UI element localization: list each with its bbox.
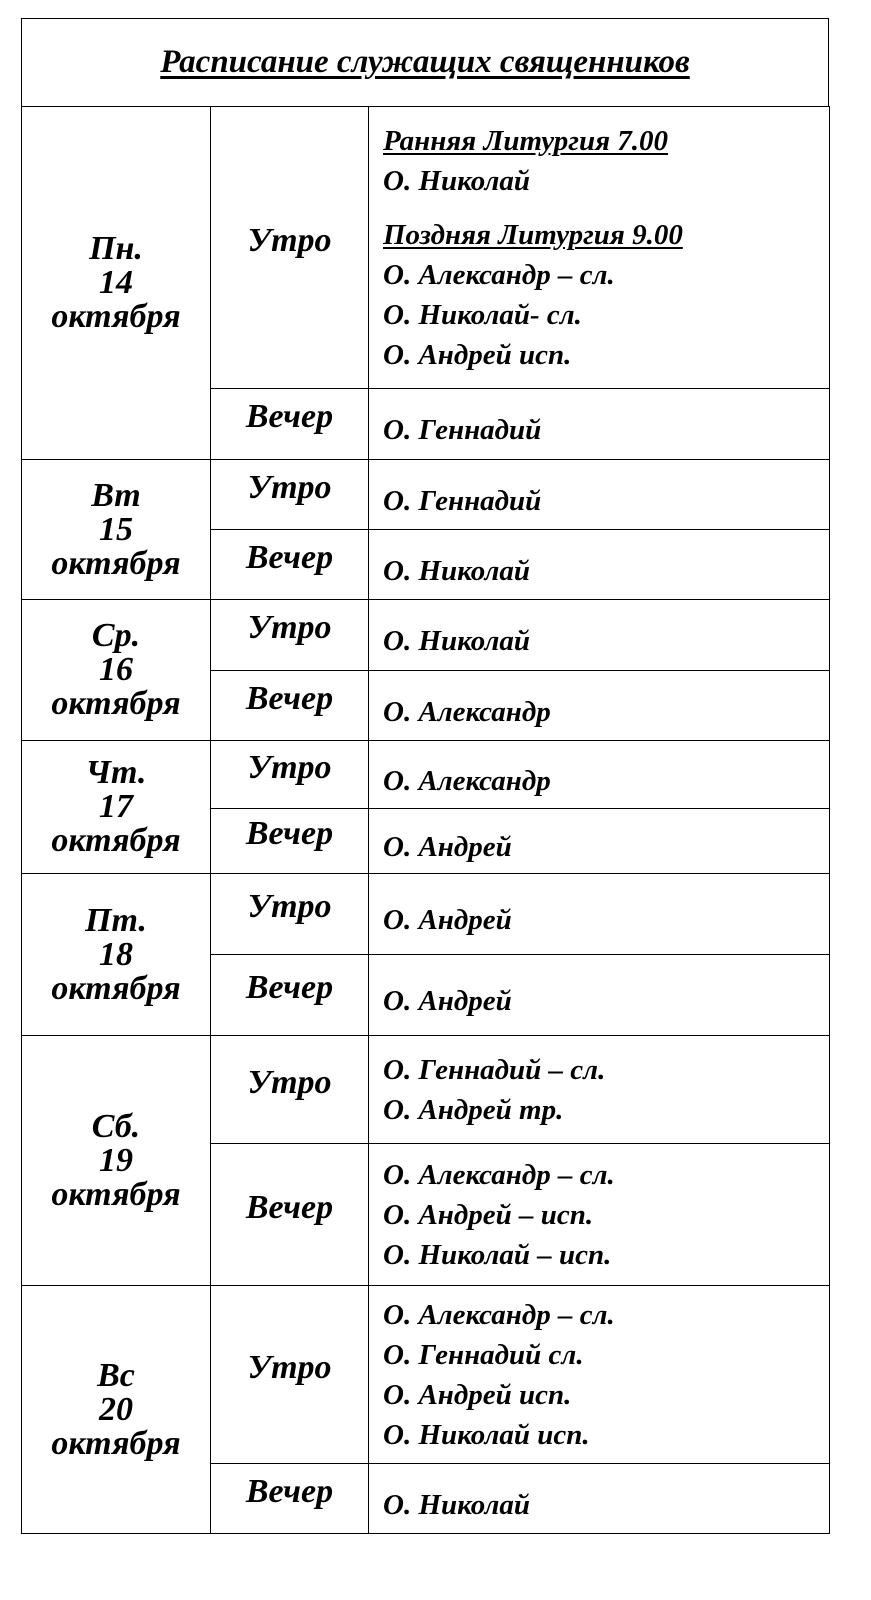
table-row (22, 460, 830, 530)
month-label: октября (51, 822, 181, 859)
weekday-label: Чт. (85, 754, 147, 791)
table-row (22, 600, 830, 671)
weekday-label: Вт (91, 476, 141, 514)
clergy-name: О. Геннадий – сл. (383, 1053, 606, 1086)
month-label: октября (51, 685, 181, 722)
evening-clergy (369, 1144, 830, 1286)
day-cell (22, 1286, 211, 1534)
clergy-name: О. Николай – исп. (383, 1238, 612, 1271)
evening-clergy (369, 955, 830, 1036)
month-label: октября (51, 1424, 181, 1462)
clergy-name: О. Николай- сл. (383, 298, 582, 331)
date-label: 18 (99, 935, 133, 973)
clergy-name: О. Андрей (383, 985, 512, 1017)
schedule-sheet (21, 18, 829, 1534)
morning-label: Утро (211, 874, 369, 955)
clergy-name: О. Андрей – исп. (383, 1198, 594, 1231)
evening-label: Вечер (211, 1464, 369, 1534)
schedule-title: Расписание служащих священников (21, 18, 829, 106)
weekday-label: Ср. (91, 617, 141, 654)
morning-clergy (369, 874, 830, 955)
date-label: 17 (99, 788, 133, 825)
early-liturgy-heading: Ранняя Литургия 7.00 (383, 124, 669, 157)
clergy-name: О. Александр (383, 695, 551, 728)
morning-label: Утро (211, 1036, 369, 1144)
morning-clergy (369, 1036, 830, 1144)
evening-clergy (369, 671, 830, 741)
morning-clergy (369, 107, 830, 389)
clergy-name: О. Александр – сл. (383, 1298, 615, 1331)
day-cell (22, 460, 211, 600)
date-label: 16 (99, 651, 133, 688)
weekday-label: Пт. (85, 901, 147, 939)
clergy-name: О. Андрей исп. (383, 1378, 572, 1411)
month-label: октября (51, 544, 181, 582)
table-row (22, 741, 830, 809)
month-label: октября (51, 298, 181, 335)
morning-clergy (369, 1286, 830, 1464)
evening-label: Вечер (211, 1144, 369, 1286)
table-row (22, 874, 830, 955)
day-cell (22, 107, 211, 460)
late-liturgy-heading: Поздняя Литургия 9.00 (383, 218, 683, 251)
clergy-name: О. Николай (383, 1488, 531, 1521)
evening-label: Вечер (211, 809, 369, 874)
morning-clergy (369, 600, 830, 671)
clergy-name: О. Николай исп. (383, 1418, 590, 1451)
table-row (22, 1286, 830, 1464)
date-label: 14 (99, 264, 133, 301)
clergy-name: О. Александр – сл. (383, 258, 615, 291)
clergy-name: О. Николай (383, 554, 531, 587)
month-label: октября (51, 1175, 181, 1213)
evening-label: Вечер (211, 671, 369, 741)
clergy-name: О. Андрей (383, 904, 512, 936)
month-label: октября (51, 969, 181, 1007)
day-cell (22, 600, 211, 741)
schedule-table (21, 106, 830, 1534)
evening-label: Вечер (211, 530, 369, 600)
clergy-name: О. Андрей тр. (383, 1093, 564, 1126)
date-label: 20 (99, 1390, 133, 1428)
weekday-label: Пн. (89, 230, 143, 267)
date-label: 19 (99, 1141, 133, 1179)
evening-clergy (369, 809, 830, 874)
clergy-name: О. Александр – сл. (383, 1158, 615, 1191)
morning-label: Утро (211, 741, 369, 809)
evening-clergy (369, 530, 830, 600)
clergy-name: О. Андрей (383, 831, 512, 863)
day-cell (22, 1036, 211, 1286)
day-cell (22, 874, 211, 1036)
weekday-label: Вс (97, 1356, 135, 1394)
table-row (22, 1036, 830, 1144)
clergy-name: О. Николай (383, 164, 531, 197)
table-row (22, 107, 830, 389)
morning-clergy (369, 741, 830, 809)
morning-label: Утро (211, 1286, 369, 1464)
evening-label: Вечер (211, 955, 369, 1036)
clergy-name: О. Геннадий (383, 484, 542, 517)
clergy-name: О. Александр (383, 764, 551, 797)
evening-clergy (369, 389, 830, 460)
morning-label: Утро (211, 460, 369, 530)
clergy-name: О. Геннадий сл. (383, 1338, 584, 1371)
date-label: 15 (99, 510, 133, 548)
clergy-name: О. Андрей исп. (383, 338, 572, 371)
morning-label: Утро (211, 107, 369, 389)
evening-label: Вечер (211, 389, 369, 460)
day-cell (22, 741, 211, 874)
morning-label: Утро (211, 600, 369, 671)
weekday-label: Сб. (91, 1107, 141, 1145)
evening-clergy (369, 1464, 830, 1534)
morning-clergy (369, 460, 830, 530)
clergy-name: О. Николай (383, 625, 531, 657)
clergy-name: О. Геннадий (383, 414, 542, 446)
